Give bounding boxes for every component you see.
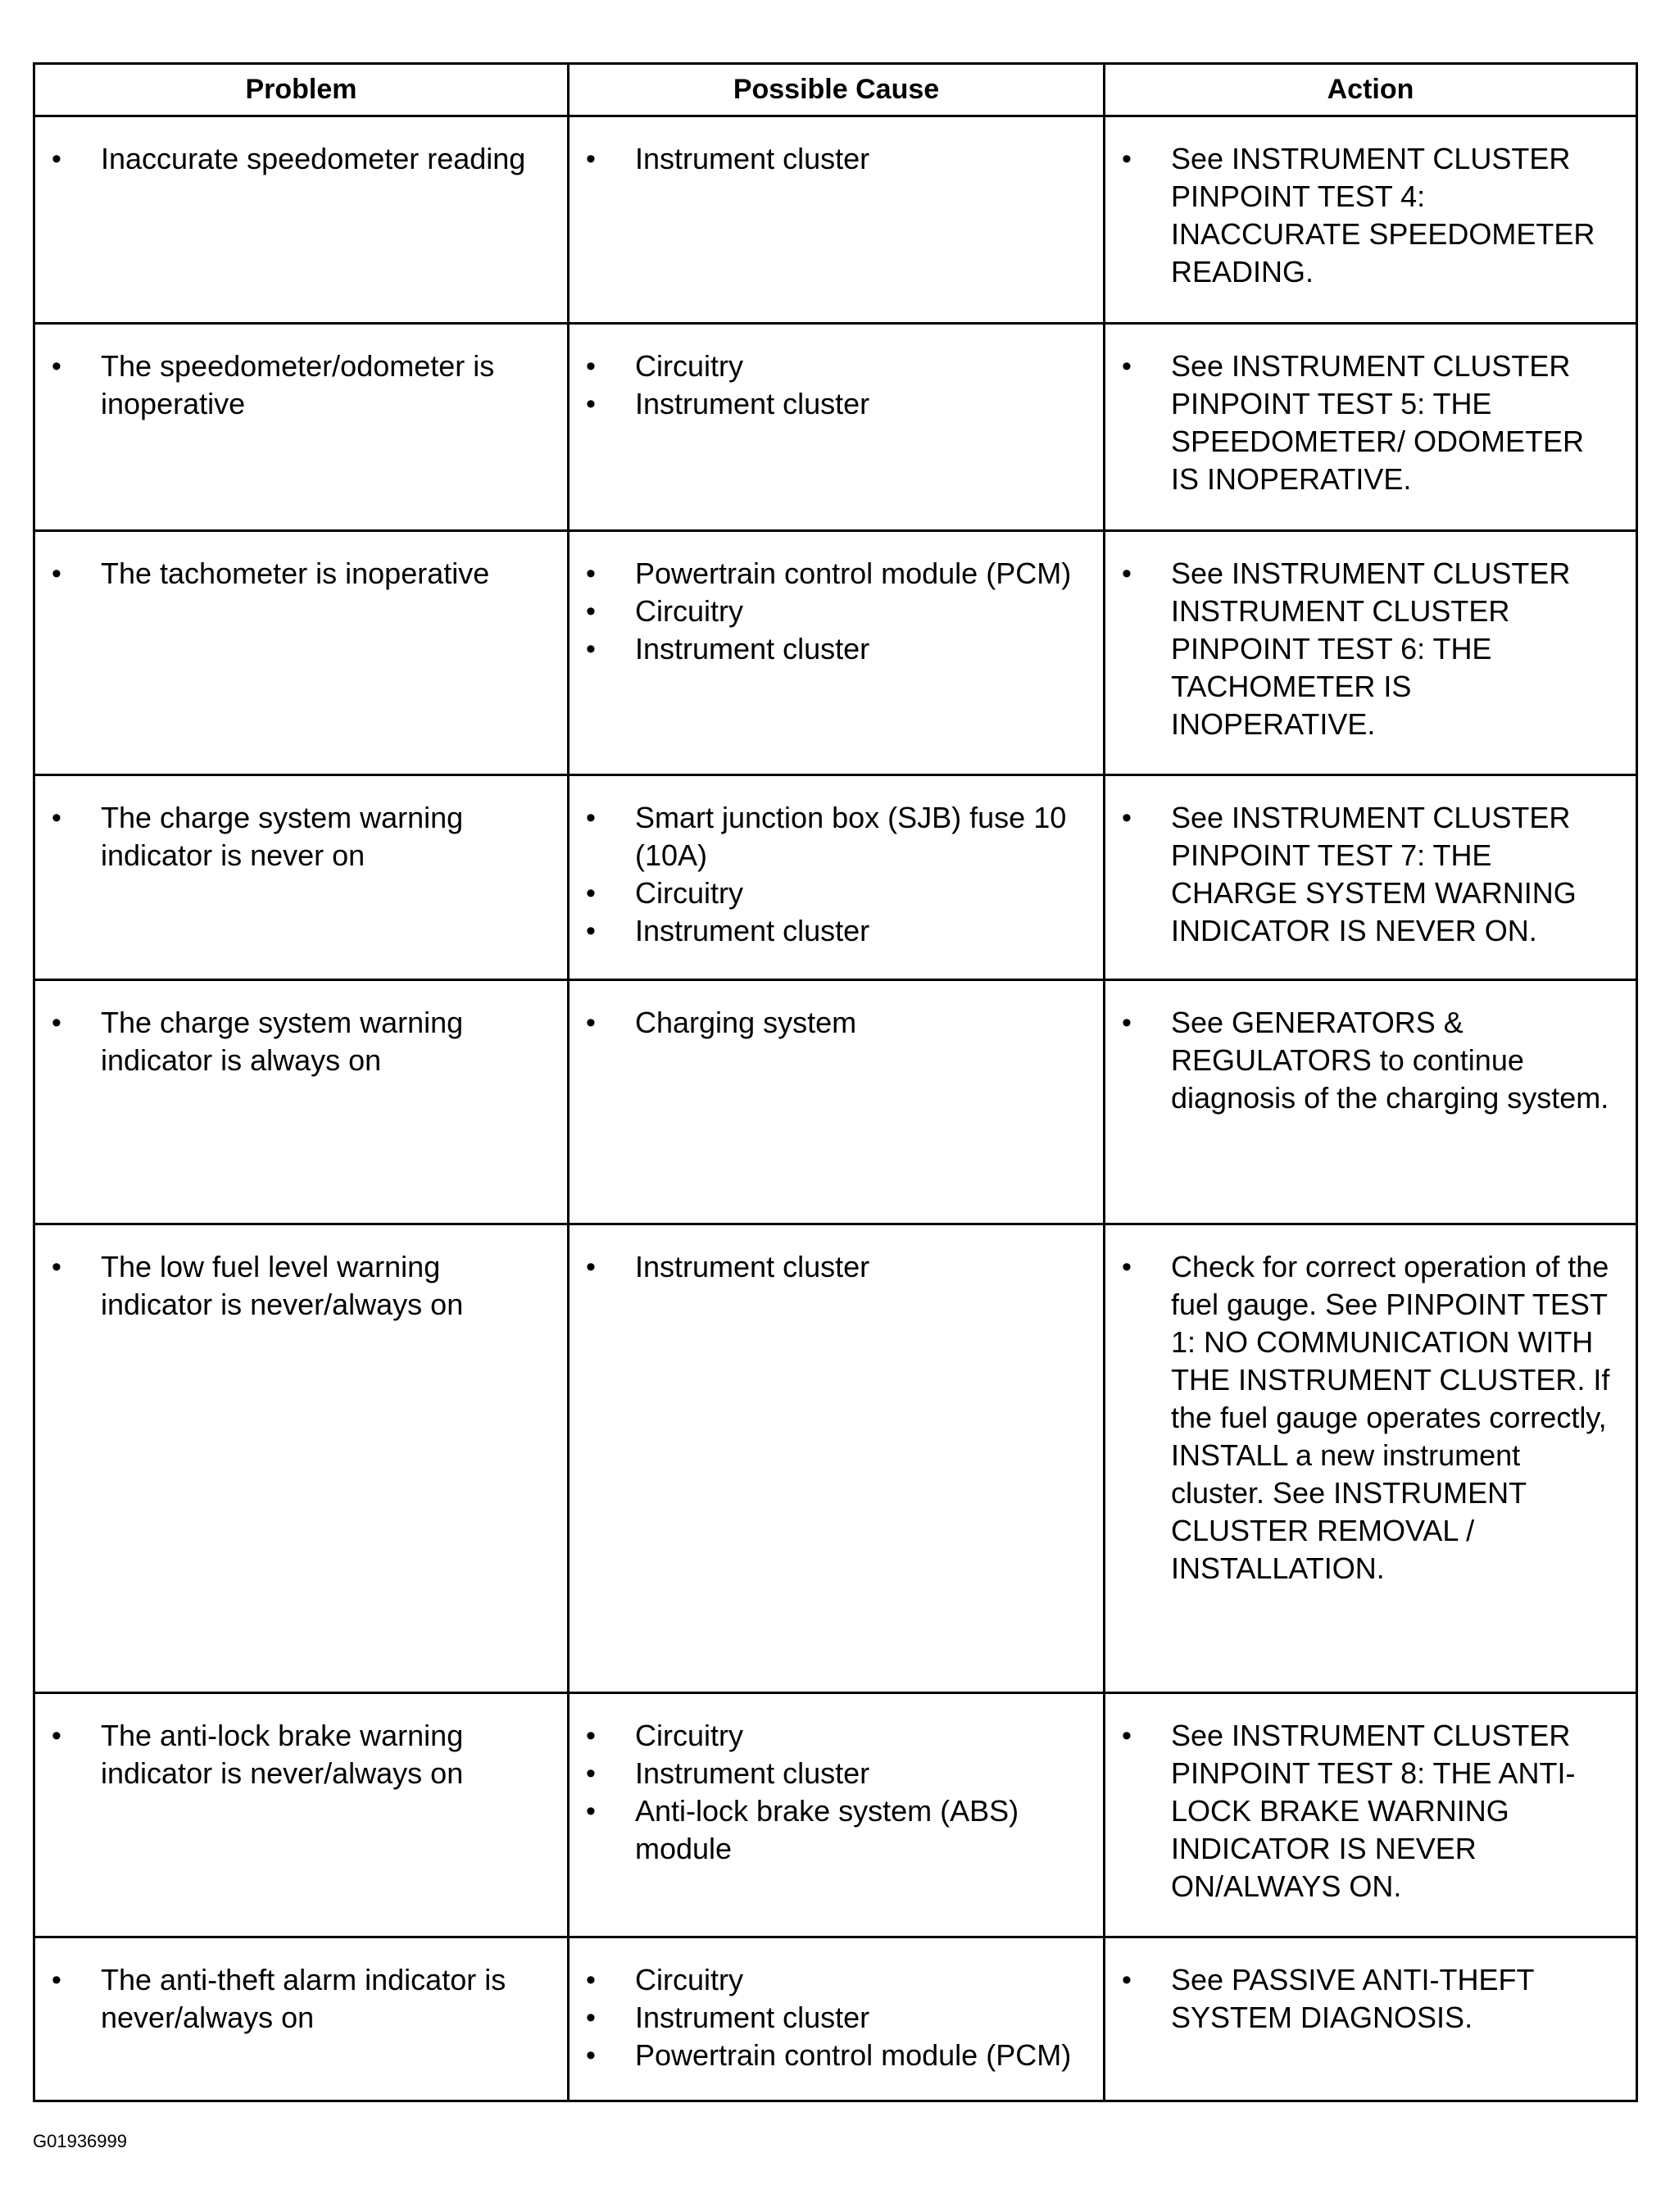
cause-item: • Powertrain control module (PCM) xyxy=(570,2037,1083,2074)
action-cell xyxy=(1105,1224,1637,1693)
action-cell xyxy=(1105,116,1637,324)
cause-item: • Anti-lock brake system (ABS) module xyxy=(570,1792,1083,1868)
cause-item: • Instrument cluster xyxy=(570,1755,1083,1792)
cause-item: • Instrument cluster xyxy=(570,912,1083,950)
cause-item: • Circuitry xyxy=(570,1961,1083,1999)
cause-item: • Circuitry xyxy=(570,347,1083,385)
problem-cell xyxy=(34,531,569,775)
header-possible-cause: Possible Cause xyxy=(569,64,1105,116)
problem-cell xyxy=(34,1224,569,1693)
cause-cell xyxy=(569,1224,1105,1693)
cause-item: • Circuitry xyxy=(570,874,1083,912)
table-row xyxy=(34,775,1637,980)
header-row xyxy=(34,64,1637,116)
problem-cell xyxy=(34,116,569,324)
action-text: • See INSTRUMENT CLUSTER PINPOINT TEST 7: THE CHARGE SYSTEM WARNING INDICATOR IS NEVER ON. xyxy=(1105,799,1616,950)
table-row xyxy=(34,531,1637,775)
problem-text: • The anti-theft alarm indicator is never/always on xyxy=(35,1961,547,2037)
action-text: • See PASSIVE ANTI-THEFT SYSTEM DIAGNOSIS. xyxy=(1105,1961,1616,2037)
problem-text: • The speedometer/odometer is inoperative xyxy=(35,347,547,423)
problem-cell xyxy=(34,1937,569,2101)
cause-item: • Smart junction box (SJB) fuse 10 (10A) xyxy=(570,799,1083,874)
action-cell xyxy=(1105,775,1637,980)
action-text: • See INSTRUMENT CLUSTER PINPOINT TEST 8: THE ANTI-LOCK BRAKE WARNING INDICATOR IS NEVER ON/ALWAYS ON. xyxy=(1105,1717,1616,1905)
header-problem: Problem xyxy=(34,64,569,116)
problem-text: • The anti-lock brake warning indicator is never/always on xyxy=(35,1717,547,1792)
cause-cell xyxy=(569,1937,1105,2101)
cause-cell xyxy=(569,775,1105,980)
diagnosis-table xyxy=(33,62,1638,2102)
action-cell xyxy=(1105,324,1637,531)
cause-item: • Circuitry xyxy=(570,1717,1083,1755)
problem-cell xyxy=(34,775,569,980)
action-text: • See INSTRUMENT CLUSTER PINPOINT TEST 4: INACCURATE SPEEDOMETER READING. xyxy=(1105,140,1616,291)
problem-cell xyxy=(34,324,569,531)
table-row xyxy=(34,1224,1637,1693)
cause-cell xyxy=(569,980,1105,1224)
cause-cell xyxy=(569,324,1105,531)
action-text: • See INSTRUMENT CLUSTER PINPOINT TEST 5: THE SPEEDOMETER/ ODOMETER IS INOPERATIVE. xyxy=(1105,347,1616,498)
cause-item: • Instrument cluster xyxy=(570,630,1083,668)
problem-text: • The charge system warning indicator is never on xyxy=(35,799,547,874)
problem-text: • The tachometer is inoperative xyxy=(35,555,547,593)
cause-cell xyxy=(569,1693,1105,1937)
cause-item: • Instrument cluster xyxy=(570,385,1083,423)
cause-item: • Instrument cluster xyxy=(570,140,1083,178)
cause-item: • Instrument cluster xyxy=(570,1999,1083,2037)
action-cell xyxy=(1105,531,1637,775)
problem-cell xyxy=(34,980,569,1224)
figure-id: G01936999 xyxy=(33,2131,127,2151)
table-row xyxy=(34,980,1637,1224)
table-row xyxy=(34,324,1637,531)
cause-item: • Powertrain control module (PCM) xyxy=(570,555,1083,593)
header-action: Action xyxy=(1105,64,1637,116)
table-row xyxy=(34,1937,1637,2101)
problem-cell xyxy=(34,1693,569,1937)
problem-text: • The charge system warning indicator is always on xyxy=(35,1004,547,1079)
cause-item: • Circuitry xyxy=(570,593,1083,630)
action-cell xyxy=(1105,980,1637,1224)
cause-item: • Charging system xyxy=(570,1004,1083,1042)
action-cell xyxy=(1105,1693,1637,1937)
table-row xyxy=(34,116,1637,324)
action-text: • Check for correct operation of the fuel gauge. See PINPOINT TEST 1: NO COMMUNICATION WITH THE INSTRUMENT CLUSTER. If the fuel gauge operates correctly, INSTALL a new instrument cluster. See INSTRUMENT CLUSTER REMOVAL / INSTALLATION. xyxy=(1105,1248,1616,1587)
cause-cell xyxy=(569,531,1105,775)
action-cell xyxy=(1105,1937,1637,2101)
problem-text: • The low fuel level warning indicator is never/always on xyxy=(35,1248,547,1324)
action-text: • See GENERATORS & REGULATORS to continue diagnosis of the charging system. xyxy=(1105,1004,1616,1117)
cause-cell xyxy=(569,116,1105,324)
cause-item: • Instrument cluster xyxy=(570,1248,1083,1286)
table-row xyxy=(34,1693,1637,1937)
problem-text: • Inaccurate speedometer reading xyxy=(35,140,547,178)
action-text: • See INSTRUMENT CLUSTER INSTRUMENT CLUSTER PINPOINT TEST 6: THE TACHOMETER IS INOPERATIVE. xyxy=(1105,555,1616,743)
